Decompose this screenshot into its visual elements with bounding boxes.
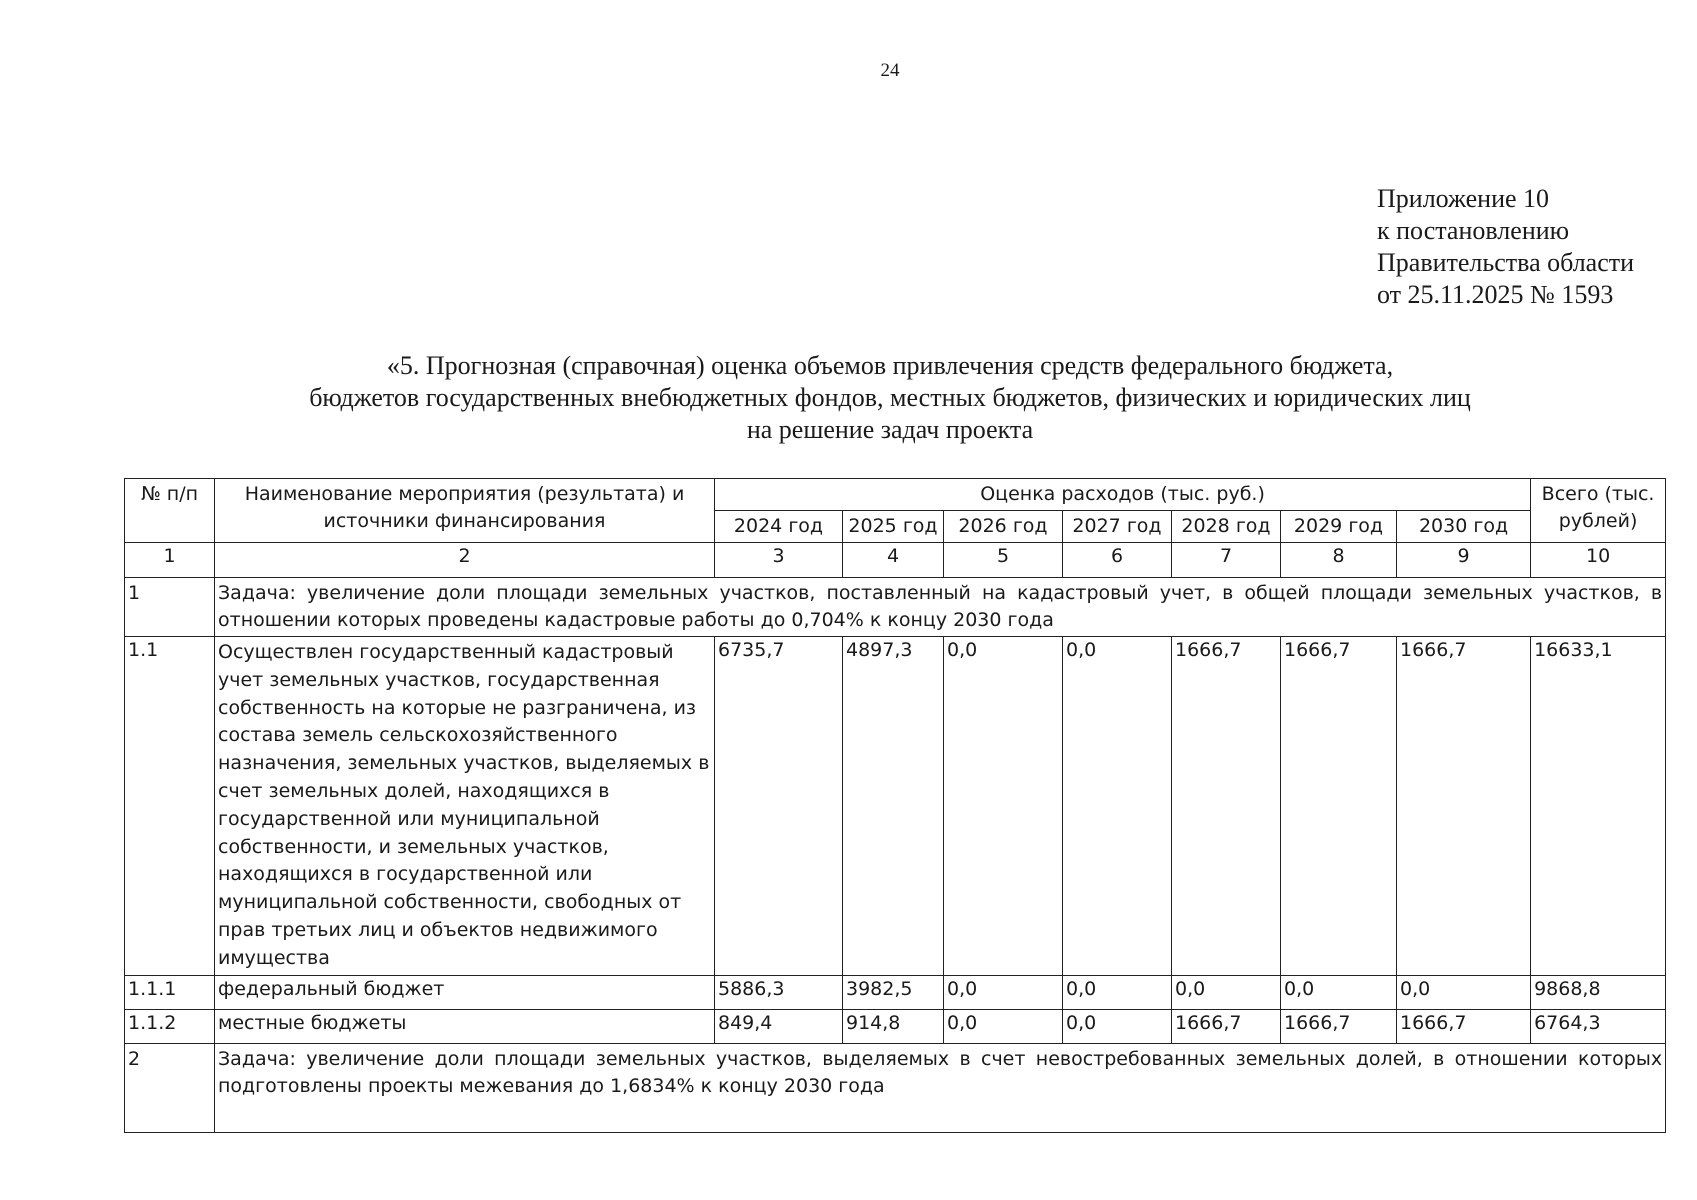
header-year: 2027 год — [1063, 511, 1172, 543]
task-text: Задача: увеличение доли площади земельных участков, выделяемых в счет невостребованных земельных долей, в отношении которых подготовлены проекты межевания до 1,6834% к концу 2030 года — [215, 1043, 1666, 1132]
value-cell: 0,0 — [944, 637, 1063, 976]
column-number: 6 — [1063, 543, 1172, 578]
appendix-block — [1377, 183, 1634, 311]
value-cell: 5886,3 — [715, 975, 843, 1009]
appendix-line: Приложение 10 — [1377, 184, 1550, 213]
value-cell: 4897,3 — [843, 637, 944, 976]
header-num: № п/п — [125, 479, 215, 543]
title-line: «5. Прогнозная (справочная) оценка объемов привлечения средств федерального бюджета, — [386, 351, 1394, 380]
value-cell: 849,4 — [715, 1009, 843, 1043]
header-total: Всего (тыс. рублей) — [1531, 479, 1666, 543]
column-number: 9 — [1397, 543, 1531, 578]
appendix-line: от 25.11.2025 № 1593 — [1377, 280, 1614, 309]
value-cell: 0,0 — [944, 975, 1063, 1009]
row-name: Осуществлен государственный кадастровый учет земельных участков, государственная собственность на которые не разграничена, из состава земель сельскохозяйственного назначения, земельных участков, выделяемых в счет земельных долей, находящихся в государственной или муниципальной собственности, и земельных участков, находящихся в государственной или муниципальной собственности, свободных от прав третьих лиц и объектов недвижимого имущества — [215, 637, 715, 976]
header-year: 2028 год — [1172, 511, 1281, 543]
document-title — [160, 350, 1620, 446]
column-number: 4 — [843, 543, 944, 578]
value-cell: 0,0 — [1063, 1009, 1172, 1043]
header-year: 2025 год — [843, 511, 944, 543]
value-cell: 1666,7 — [1172, 1009, 1281, 1043]
value-cell: 1666,7 — [1172, 637, 1281, 976]
value-cell: 914,8 — [843, 1009, 944, 1043]
total-cell: 9868,8 — [1531, 975, 1666, 1009]
column-number: 7 — [1172, 543, 1281, 578]
column-number: 1 — [125, 543, 215, 578]
value-cell: 1666,7 — [1281, 1009, 1397, 1043]
value-cell: 0,0 — [1063, 637, 1172, 976]
task-text: Задача: увеличение доли площади земельных участков, поставленный на кадастровый учет, в общей площади земельных участков, в отношении которых проведены кадастровые работы до 0,704% к концу 2030 года — [215, 578, 1666, 637]
header-year: 2026 год — [944, 511, 1063, 543]
appendix-line: к постановлению — [1377, 216, 1570, 245]
row-name: местные бюджеты — [215, 1009, 715, 1043]
value-cell: 6735,7 — [715, 637, 843, 976]
task-row — [125, 1043, 1666, 1132]
column-number: 8 — [1281, 543, 1397, 578]
row-number: 2 — [125, 1043, 215, 1132]
column-numbers-row — [125, 543, 1666, 578]
header-year: 2029 год — [1281, 511, 1397, 543]
page-number: 24 — [880, 60, 900, 81]
total-cell: 6764,3 — [1531, 1009, 1666, 1043]
header-name: Наименование мероприятия (результата) и источники финансирования — [215, 479, 715, 543]
column-number: 3 — [715, 543, 843, 578]
row-name: федеральный бюджет — [215, 975, 715, 1009]
title-line: бюджетов государственных внебюджетных фондов, местных бюджетов, физических и юридических лиц — [309, 383, 1471, 412]
row-number: 1.1.1 — [125, 975, 215, 1009]
row-number: 1 — [125, 578, 215, 637]
value-cell: 1666,7 — [1397, 637, 1531, 976]
value-cell: 0,0 — [1281, 975, 1397, 1009]
column-number: 2 — [215, 543, 715, 578]
value-cell: 0,0 — [944, 1009, 1063, 1043]
row-number: 1.1.2 — [125, 1009, 215, 1043]
total-cell: 16633,1 — [1531, 637, 1666, 976]
column-number: 5 — [944, 543, 1063, 578]
row-number: 1.1 — [125, 637, 215, 976]
task-row — [125, 578, 1666, 637]
value-cell: 3982,5 — [843, 975, 944, 1009]
table-row — [125, 1009, 1666, 1043]
header-row — [125, 479, 1666, 511]
header-year: 2030 год — [1397, 511, 1531, 543]
value-cell: 0,0 — [1063, 975, 1172, 1009]
header-estimate: Оценка расходов (тыс. руб.) — [715, 479, 1531, 511]
column-number: 10 — [1531, 543, 1666, 578]
title-line: на решение задач проекта — [746, 415, 1034, 444]
value-cell: 1666,7 — [1281, 637, 1397, 976]
table-row — [125, 975, 1666, 1009]
budget-table — [124, 478, 1666, 1133]
value-cell: 0,0 — [1172, 975, 1281, 1009]
value-cell: 0,0 — [1397, 975, 1531, 1009]
appendix-line: Правительства области — [1377, 248, 1635, 277]
table-row — [125, 637, 1666, 976]
value-cell: 1666,7 — [1397, 1009, 1531, 1043]
header-year: 2024 год — [715, 511, 843, 543]
